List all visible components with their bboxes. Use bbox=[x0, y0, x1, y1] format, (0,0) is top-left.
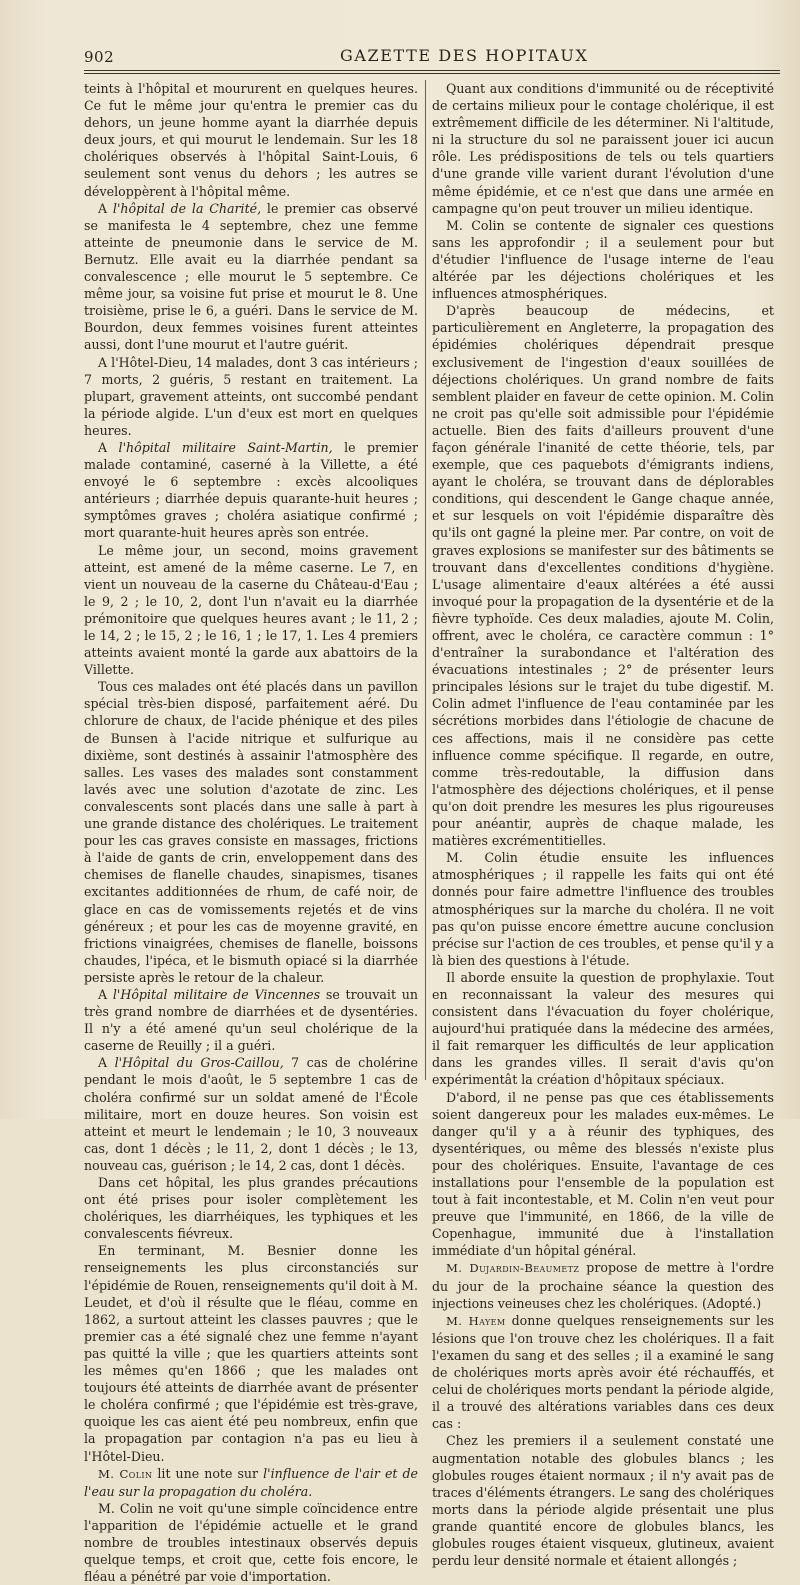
paragraph-text: M. Colin ne voit qu'une simple coïncidence entre l'apparition de l'épidémie actuelle et le grand nombre de troubles intestinaux observés depuis quelque temps, et croit que, cette fois encore, le fléau a pénétré par voie d'importation. bbox=[84, 1500, 418, 1585]
paragraph bbox=[432, 1259, 774, 1311]
paragraph bbox=[84, 1465, 418, 1500]
paragraph-text: donne quelques renseignements sur les lésions que l'on trouve chez les cholériques. Il a fait l'examen du sang et des selles ; il a examiné le sang de cholériques morts après avoir été réchauffés, et celui de cholériques morts pendant la période algide, il a trouvé des altérations variables dans ces deux cas : bbox=[432, 1312, 774, 1432]
paragraph-text: Dans cet hôpital, les plus grandes précautions ont été prises pour isoler complètement les cholériques, les diarrhéiques, les typhiques et les convalescents fiévreux. bbox=[84, 1175, 418, 1242]
paragraph bbox=[84, 439, 418, 542]
italic-place-name: l'hôpital militaire Saint-Martin, bbox=[118, 439, 333, 455]
paragraph-lead: A bbox=[98, 200, 113, 216]
paragraph-text: Chez les premiers il a seulement constaté une augmentation notable des globules blancs ; les globules rouges étaient normaux ; il n'y avait pas de traces d'éléments étrangers. Le sang des cholériques morts dans la période algide présentait une plus grande quantité encore de globules blancs, les globules rouges étaient visqueux, glutineux, avaient perdu leur densité normale et étaient allongés ; bbox=[432, 1433, 774, 1569]
paragraph-text: D'après beaucoup de médecins, et particulièrement en Angleterre, la propagation des épidémies cholériques dépendrait presque exclusivement de l'ingestion d'eaux souillées de déjections cholériques. Un grand nombre de faits semblent plaider en faveur de cette opinion. M. Colin ne croit pas qu'elle soit admissible pour l'épidémie actuelle. Bien des faits d'ailleurs prouvent d'une façon générale l'inanité de cette théorie, tels, par exemple, que ces paquebots d'émigrants indiens, ayant le choléra, se trouvant dans de déplorables conditions, qui descendent le Gange chaque année, et sur lesquels on voit l'épidémie disparaître dès qu'ils ont gagné la pleine mer. Par contre, on voit de graves explosions se manifester sur des bâtiments se trouvant dans d'excellentes conditions d'hygiène. L'usage alimentaire d'eaux altérées a été aussi invoqué pour la propagation de la dysentérie et de la fièvre typhoïde. Ces deux maladies, ajoute M. Colin, offrent, avec le choléra, ce caractère commun : 1° d'entraîner la surabondance et l'altération des évacuations intestinales ; 2° de présenter leurs principales lésions sur le trajet du tube digestif. M. Colin admet l'influence de l'eau contaminée par les sécrétions morbides dans l'étiologie de chacune de ces affections, mais il ne considère pas cette influence comme spécifique. Il regarde, en outre, comme très-redoutable, la diffusion dans l'atmosphère des déjections cholériques, et il pense qu'on doit prendre les mesures les plus rigoureuses pour anéantir, auprès de chaque malade, les matières excrémentitielles. bbox=[432, 303, 774, 849]
paragraph bbox=[84, 542, 418, 679]
paragraph-lead: A bbox=[98, 986, 113, 1002]
italic-place-name: l'Hôpital militaire de Vincennes bbox=[112, 986, 321, 1002]
paragraph-text: le premier cas observé se manifesta le 4 septembre, chez une femme atteinte de pneumonie dans le service de M. Bernutz. Elle avait eu la diarrhée pendant sa convalescence ; elle mourut le 5 septembre. Ce même jour, sa voisine fut prise et mourut le 8. Une troisième, prise le 6, a guéri. Dans le service de M. Bourdon, deux femmes voisines furent atteintes aussi, dont l'une mourut et l'autre guérit. bbox=[84, 200, 418, 353]
speaker-name: M. Colin bbox=[98, 1466, 153, 1481]
paragraph-text: M. Colin se contente de signaler ces questions sans les approfondir ; il a seulement pour but d'étudier l'influence de l'usage interne de l'eau altérée par les déjections cholériques et les influences atmosphériques. bbox=[432, 217, 774, 302]
paragraph bbox=[432, 80, 774, 217]
paragraph-text: se trouvait un très grand nombre de diarrhées et de dysentéries. Il n'y a été amené qu'un seul cholérique de la caserne de Reuilly ; il a guéri. bbox=[84, 986, 418, 1054]
paragraph-text: propose de mettre à l'ordre du jour de la prochaine séance la question des injections veineuses chez les cholériques. (Adopté.) bbox=[432, 1260, 774, 1311]
paragraph bbox=[84, 1174, 418, 1242]
header-rule-double bbox=[84, 73, 780, 74]
paragraph bbox=[84, 80, 418, 200]
paragraph bbox=[84, 200, 418, 354]
paragraph bbox=[432, 217, 774, 302]
paragraph bbox=[84, 1500, 418, 1585]
paragraph-text: teints à l'hôpital et moururent en quelques heures. Ce fut le même jour qu'entra le premier cas du dehors, un jeune homme ayant la diarrhée depuis deux jours, et qui mourut le lendemain. Sur les 18 cholériques observés à l'hôpital Saint-Louis, 6 seulement sont venus du dehors ; les autres se développèrent à l'hôpital même. bbox=[84, 81, 418, 199]
paragraph-text: Il aborde ensuite la question de prophylaxie. Tout en reconnaissant la valeur des mesures qui consistent dans l'évacuation du foyer cholérique, aujourd'hui pratiquée dans la médecine des armées, il fait remarquer les difficultés de leur application dans les grandes villes. Il serait d'avis qu'on expérimentât la création d'hôpitaux spéciaux. bbox=[432, 969, 774, 1088]
paragraph-text: D'abord, il ne pense pas que ces établissements soient dangereux pour les malades eux-mêmes. Le danger qu'il y a à réunir des typhiques, des dysentériques, ou même des blessés n'existe plus pour des cholériques. Ensuite, l'avantage de ces installations pour l'ensemble de la population est tout à fait incontestable, et M. Colin n'en veut pour preuve que l'immunité, en 1866, de la ville de Copenhague, immunité due à l'installation immédiate d'un hôpital général. bbox=[432, 1089, 774, 1259]
paragraph bbox=[432, 1089, 774, 1260]
italic-place-name: l'Hôpital du Gros-Caillou, bbox=[114, 1055, 284, 1071]
paragraph bbox=[84, 986, 418, 1054]
paragraph-text: Quant aux conditions d'immunité ou de réceptivité de certains milieux pour le contage cholérique, il est extrêmement difficile de les déterminer. Ni l'altitude, ni la structure du sol ne paraissent jouer ici aucun rôle. Les prédispositions de tels ou tels quartiers d'une grande ville varient durant l'évolution d'une même épidémie, et ce n'est que dans une armée en campagne qu'on peut trouver un milieu identique. bbox=[432, 81, 774, 216]
running-title: GAZETTE DES HOPITAUX bbox=[340, 46, 589, 65]
paragraph-text: En terminant, M. Besnier donne les renseignements les plus circonstanciés sur l'épidémie de Rouen, renseignements qu'il doit à M. Leudet, et d'où il résulte que le fléau, comme en 1862, a surtout atteint les classes pauvres ; que le premier cas a été signalé chez une femme n'ayant pas quitté la ville ; que les quartiers atteints sont les mêmes qu'en 1866 ; que les malades ont toujours été atteints de diarrhée avant de présenter le choléra confirmé ; que l'épidémie est très-grave, quoique les cas aient été peu nombreux, enfin que la propagation par contagion n'a pas eu lieu à l'Hôtel-Dieu. bbox=[84, 1243, 418, 1464]
italic-title: l'influence de l'air et de l'eau sur la propagation du choléra. bbox=[84, 1465, 418, 1499]
paragraph-text: A l'Hôtel-Dieu, 14 malades, dont 3 cas intérieurs ; 7 morts, 2 guéris, 5 restant en traitement. La plupart, gravement atteints, ont succombé pendant la période algide. L'un d'eux est mort en quelques heures. bbox=[84, 354, 418, 438]
paragraph bbox=[432, 969, 774, 1089]
paragraph bbox=[432, 1312, 774, 1433]
paragraph-text: Tous ces malades ont été placés dans un pavillon spécial très-bien disposé, parfaitement aéré. Du chlorure de chaux, de l'acide phénique et des piles de Bunsen à l'acide nitrique et sulfurique au dixième, sont destinés à assainir l'atmosphère des salles. Les vases des malades sont constamment lavés avec une solution d'azotate de zinc. Les convalescents sont placés dans une salle à part à une grande distance des cholériques. Le traitement pour les cas graves consiste en massages, frictions à l'aide de gants de crin, enveloppement dans des chemises de flanelle chaudes, sinapismes, tisanes excitantes additionnées de rhum, de café noir, de glace en cas de vomissements rejetés et de vins généreux ; et pour les cas de moyenne gravité, en frictions vinaigrées, chemises de flanelle, boissons chaudes, l'ipéca, et le bismuth opiacé si la diarrhée persiste après le retour de la chaleur. bbox=[84, 679, 418, 985]
page-header bbox=[84, 36, 780, 70]
paragraph bbox=[432, 302, 774, 849]
header-rule bbox=[84, 70, 780, 71]
column-divider bbox=[425, 80, 426, 1080]
paragraph-text: le premier malade contaminé, caserné à la Villette, a été envoyé le 6 septembre : excès alcooliques antérieurs ; diarrhée depuis quarante-huit heures ; symptômes graves ; choléra asiatique confirmé ; mort quarante-huit heures après son entrée. bbox=[84, 439, 418, 541]
page-number: 902 bbox=[84, 48, 115, 66]
paragraph-text: lit une note sur bbox=[152, 1465, 264, 1481]
paragraph-text: Le même jour, un second, moins gravement atteint, est amené de la même caserne. Le 7, en vient un nouveau de la caserne du Château-d'Eau ; le 9, 2 ; le 10, 2, dont l'un n'avait eu la diarrhée prémonitoire que quelques heures avant ; le 11, 2 ; le 14, 2 ; le 15, 2 ; le 16, 1 ; le 17, 1. Les 4 premiers atteints avaient monté la garde aux abattoirs de la Villette. bbox=[84, 542, 418, 678]
paragraph bbox=[432, 849, 774, 969]
paragraph bbox=[84, 354, 418, 439]
paragraph-text: M. Colin étudie ensuite les influences atmosphériques ; il rappelle les faits qui ont été donnés pour faire admettre l'influence des troubles atmosphériques sur la marche du choléra. Il ne voit pas qu'on puisse encore émettre aucune conclusion précise sur l'action de ces troubles, et pense qu'il y a là bien des questions à l'étude. bbox=[432, 850, 774, 968]
paragraph bbox=[84, 678, 418, 986]
paragraph-text: 7 cas de cholérine pendant le mois d'août, le 5 septembre 1 cas de choléra confirmé sur un soldat amené de l'École militaire, mort en douze heures. Son voisin est atteint et meurt le lendemain ; le 10, 3 nouveaux cas, dont 1 décès ; le 11, 2, dont 1 décès ; le 13, nouveau cas, guérison ; le 14, 2 cas, dont 1 décès. bbox=[84, 1055, 418, 1173]
paragraph-lead: A bbox=[98, 1055, 115, 1071]
paragraph bbox=[432, 1432, 774, 1569]
paragraph bbox=[84, 1054, 418, 1174]
left-column bbox=[84, 80, 418, 1585]
paragraph-lead: A bbox=[98, 439, 119, 455]
italic-place-name: l'hôpital de la Charité, bbox=[112, 200, 262, 216]
paragraph bbox=[84, 1242, 418, 1464]
speaker-name: M. Dujardin-Beaumetz bbox=[446, 1261, 580, 1276]
right-column bbox=[432, 80, 774, 1569]
speaker-name: M. Hayem bbox=[446, 1313, 506, 1328]
